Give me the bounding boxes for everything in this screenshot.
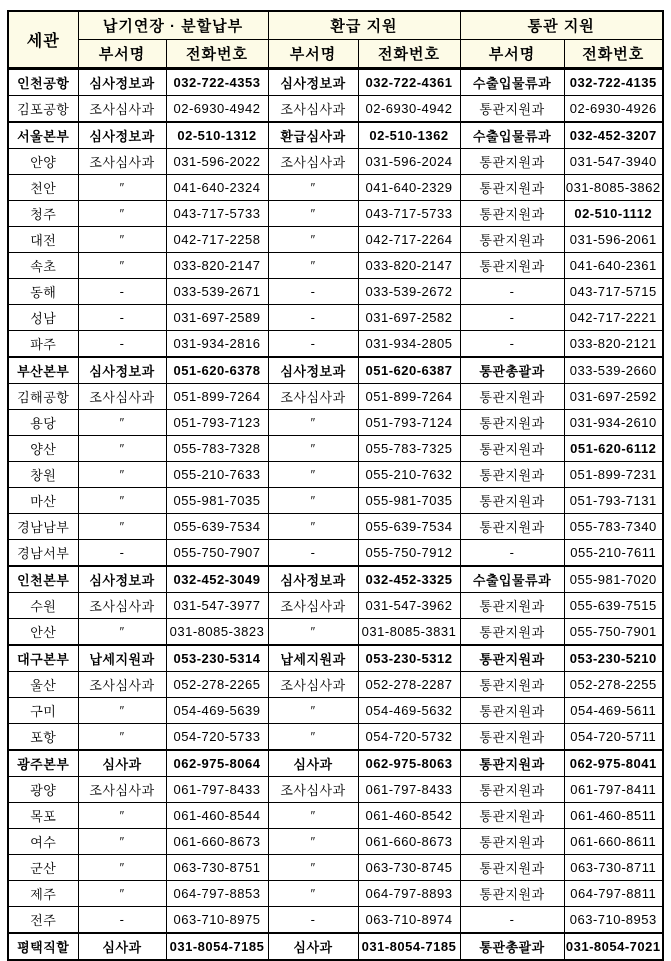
dept-cell: - — [78, 279, 166, 305]
phone-cell: 054-469-5611 — [564, 698, 663, 724]
dept-cell: 심사정보과 — [268, 69, 358, 96]
phone-cell: 055-210-7611 — [564, 540, 663, 567]
office-cell: 대구본부 — [8, 645, 78, 672]
office-cell: 목포 — [8, 803, 78, 829]
phone-cell: 054-469-5639 — [166, 698, 268, 724]
table-row — [8, 436, 663, 462]
dept-cell: 조사심사과 — [78, 777, 166, 803]
phone-cell: 061-460-8511 — [564, 803, 663, 829]
phone-cell: 055-783-7328 — [166, 436, 268, 462]
dept-cell: 통관지원과 — [460, 750, 564, 777]
phone-cell: 031-8085-3862 — [564, 175, 663, 201]
phone-cell: 051-899-7264 — [166, 384, 268, 410]
table-row — [8, 724, 663, 751]
table-row — [8, 566, 663, 593]
phone-cell: 061-797-8411 — [564, 777, 663, 803]
phone-cell: 052-278-2287 — [358, 672, 460, 698]
dept-cell: - — [460, 305, 564, 331]
phone-cell: 055-783-7340 — [564, 514, 663, 540]
phone-cell: 062-975-8063 — [358, 750, 460, 777]
office-cell: 안산 — [8, 619, 78, 646]
office-cell: 평택직할 — [8, 933, 78, 960]
office-cell: 군산 — [8, 855, 78, 881]
phone-cell: 031-934-2805 — [358, 331, 460, 358]
dept-cell: ″ — [78, 410, 166, 436]
office-cell: 부산본부 — [8, 357, 78, 384]
phone-cell: 02-510-1312 — [166, 122, 268, 149]
dept-cell: 조사심사과 — [268, 149, 358, 175]
subheader-phone-3: 전화번호 — [564, 40, 663, 69]
phone-cell: 033-820-2121 — [564, 331, 663, 358]
dept-cell: 통관지원과 — [460, 149, 564, 175]
phone-cell: 031-8054-7021 — [564, 933, 663, 960]
phone-cell: 043-717-5715 — [564, 279, 663, 305]
dept-cell: ″ — [78, 881, 166, 907]
office-cell: 광주본부 — [8, 750, 78, 777]
phone-cell: 032-452-3325 — [358, 566, 460, 593]
dept-cell: 심사정보과 — [78, 122, 166, 149]
phone-cell: 02-510-1112 — [564, 201, 663, 227]
dept-cell: 통관총괄과 — [460, 357, 564, 384]
phone-cell: 02-6930-4942 — [166, 96, 268, 123]
phone-cell: 054-469-5632 — [358, 698, 460, 724]
dept-cell: 통관지원과 — [460, 410, 564, 436]
table-row — [8, 672, 663, 698]
table-row — [8, 907, 663, 934]
dept-cell: ″ — [268, 829, 358, 855]
dept-cell: ″ — [268, 253, 358, 279]
phone-cell: 055-639-7515 — [564, 593, 663, 619]
dept-cell: ″ — [268, 201, 358, 227]
dept-cell: 조사심사과 — [268, 96, 358, 123]
office-cell: 안양 — [8, 149, 78, 175]
phone-cell: 052-278-2265 — [166, 672, 268, 698]
dept-cell: 통관지원과 — [460, 201, 564, 227]
dept-cell: ″ — [78, 462, 166, 488]
dept-cell: ″ — [268, 227, 358, 253]
phone-cell: 031-697-2582 — [358, 305, 460, 331]
phone-cell: 031-934-2816 — [166, 331, 268, 358]
dept-cell: 통관지원과 — [460, 436, 564, 462]
office-cell: 인천본부 — [8, 566, 78, 593]
office-cell: 전주 — [8, 907, 78, 934]
phone-cell: 055-210-7632 — [358, 462, 460, 488]
dept-cell: ″ — [268, 462, 358, 488]
dept-cell: 통관지원과 — [460, 855, 564, 881]
table-row — [8, 175, 663, 201]
dept-cell: 통관지원과 — [460, 724, 564, 751]
office-cell: 청주 — [8, 201, 78, 227]
phone-cell: 032-452-3207 — [564, 122, 663, 149]
phone-cell: 055-210-7633 — [166, 462, 268, 488]
phone-cell: 041-640-2324 — [166, 175, 268, 201]
office-cell: 구미 — [8, 698, 78, 724]
table-row — [8, 777, 663, 803]
table-row — [8, 69, 663, 96]
phone-cell: 051-793-7131 — [564, 488, 663, 514]
table-row — [8, 122, 663, 149]
sub-header-row — [8, 40, 663, 69]
phone-cell: 063-710-8975 — [166, 907, 268, 934]
dept-cell: ″ — [78, 227, 166, 253]
phone-cell: 064-797-8811 — [564, 881, 663, 907]
phone-cell: 054-720-5711 — [564, 724, 663, 751]
corner-header-cell: 세관 — [8, 11, 78, 69]
phone-cell: 031-596-2022 — [166, 149, 268, 175]
dept-cell: 심사정보과 — [78, 566, 166, 593]
office-cell: 울산 — [8, 672, 78, 698]
phone-cell: 043-717-5733 — [166, 201, 268, 227]
phone-cell: 031-596-2061 — [564, 227, 663, 253]
dept-cell: - — [78, 331, 166, 358]
dept-cell: 조사심사과 — [268, 593, 358, 619]
dept-cell: ″ — [78, 201, 166, 227]
group-header-payment-extension: 납기연장 · 분할납부 — [78, 11, 268, 40]
phone-cell: 062-975-8064 — [166, 750, 268, 777]
phone-cell: 042-717-2221 — [564, 305, 663, 331]
dept-cell: ″ — [78, 514, 166, 540]
dept-cell: ″ — [268, 175, 358, 201]
dept-cell: 심사정보과 — [78, 357, 166, 384]
dept-cell: ″ — [268, 410, 358, 436]
page — [0, 10, 671, 955]
table-row — [8, 855, 663, 881]
phone-cell: 031-8085-3823 — [166, 619, 268, 646]
table-row — [8, 149, 663, 175]
phone-cell: 033-820-2147 — [166, 253, 268, 279]
phone-cell: 061-460-8544 — [166, 803, 268, 829]
dept-cell: ″ — [78, 175, 166, 201]
phone-cell: 031-547-3940 — [564, 149, 663, 175]
phone-cell: 053-230-5210 — [564, 645, 663, 672]
table-row — [8, 488, 663, 514]
phone-cell: 031-8085-3831 — [358, 619, 460, 646]
dept-cell: ″ — [268, 881, 358, 907]
phone-cell: 055-783-7325 — [358, 436, 460, 462]
dept-cell: 수출입물류과 — [460, 566, 564, 593]
subheader-dept-1: 부서명 — [78, 40, 166, 69]
phone-cell: 055-639-7534 — [166, 514, 268, 540]
phone-cell: 051-620-6112 — [564, 436, 663, 462]
phone-cell: 064-797-8893 — [358, 881, 460, 907]
dept-cell: 환급심사과 — [268, 122, 358, 149]
table-row — [8, 331, 663, 358]
office-cell: 창원 — [8, 462, 78, 488]
phone-cell: 031-8054-7185 — [358, 933, 460, 960]
phone-cell: 053-230-5312 — [358, 645, 460, 672]
phone-cell: 061-797-8433 — [358, 777, 460, 803]
phone-cell: 051-793-7124 — [358, 410, 460, 436]
phone-cell: 042-717-2264 — [358, 227, 460, 253]
dept-cell: ″ — [78, 829, 166, 855]
phone-cell: 042-717-2258 — [166, 227, 268, 253]
phone-cell: 051-620-6387 — [358, 357, 460, 384]
office-cell: 김해공항 — [8, 384, 78, 410]
table-row — [8, 201, 663, 227]
phone-cell: 051-899-7231 — [564, 462, 663, 488]
dept-cell: - — [268, 331, 358, 358]
phone-cell: 055-981-7020 — [564, 566, 663, 593]
phone-cell: 061-460-8542 — [358, 803, 460, 829]
phone-cell: 041-640-2361 — [564, 253, 663, 279]
dept-cell: 심사과 — [78, 933, 166, 960]
phone-cell: 02-6930-4942 — [358, 96, 460, 123]
phone-cell: 032-722-4361 — [358, 69, 460, 96]
table-row — [8, 462, 663, 488]
phone-cell: 061-660-8611 — [564, 829, 663, 855]
table-row — [8, 279, 663, 305]
table-row — [8, 750, 663, 777]
dept-cell: 통관지원과 — [460, 384, 564, 410]
phone-cell: 033-539-2660 — [564, 357, 663, 384]
phone-cell: 055-639-7534 — [358, 514, 460, 540]
office-cell: 경남서부 — [8, 540, 78, 567]
dept-cell: 수출입물류과 — [460, 69, 564, 96]
office-cell: 대전 — [8, 227, 78, 253]
table-row — [8, 227, 663, 253]
dept-cell: 통관지원과 — [460, 698, 564, 724]
office-cell: 제주 — [8, 881, 78, 907]
phone-cell: 031-697-2589 — [166, 305, 268, 331]
dept-cell: ″ — [268, 698, 358, 724]
dept-cell: 통관지원과 — [460, 619, 564, 646]
dept-cell: 조사심사과 — [268, 384, 358, 410]
dept-cell: 통관지원과 — [460, 514, 564, 540]
dept-cell: 통관지원과 — [460, 881, 564, 907]
phone-cell: 054-720-5732 — [358, 724, 460, 751]
phone-cell: 052-278-2255 — [564, 672, 663, 698]
dept-cell: 조사심사과 — [78, 384, 166, 410]
subheader-phone-2: 전화번호 — [358, 40, 460, 69]
dept-cell: 납세지원과 — [78, 645, 166, 672]
phone-cell: 031-547-3962 — [358, 593, 460, 619]
phone-cell: 033-539-2672 — [358, 279, 460, 305]
office-cell: 광양 — [8, 777, 78, 803]
phone-cell: 062-975-8041 — [564, 750, 663, 777]
office-cell: 파주 — [8, 331, 78, 358]
office-cell: 성남 — [8, 305, 78, 331]
dept-cell: 조사심사과 — [78, 96, 166, 123]
dept-cell: 심사정보과 — [268, 357, 358, 384]
dept-cell: 통관총괄과 — [460, 933, 564, 960]
office-cell: 인천공항 — [8, 69, 78, 96]
office-cell: 여수 — [8, 829, 78, 855]
dept-cell: 통관지원과 — [460, 227, 564, 253]
phone-cell: 033-539-2671 — [166, 279, 268, 305]
table-row — [8, 645, 663, 672]
phone-cell: 031-596-2024 — [358, 149, 460, 175]
dept-cell: 통관지원과 — [460, 175, 564, 201]
office-cell: 마산 — [8, 488, 78, 514]
subheader-dept-2: 부서명 — [268, 40, 358, 69]
phone-cell: 055-981-7035 — [358, 488, 460, 514]
dept-cell: 심사과 — [268, 750, 358, 777]
office-cell: 천안 — [8, 175, 78, 201]
dept-cell: - — [460, 331, 564, 358]
table-row — [8, 357, 663, 384]
table-row — [8, 96, 663, 123]
phone-cell: 055-750-7912 — [358, 540, 460, 567]
dept-cell: ″ — [78, 619, 166, 646]
dept-cell: 통관지원과 — [460, 96, 564, 123]
phone-cell: 063-710-8953 — [564, 907, 663, 934]
dept-cell: ″ — [268, 855, 358, 881]
dept-cell: 통관지원과 — [460, 829, 564, 855]
dept-cell: 조사심사과 — [78, 149, 166, 175]
table-row — [8, 305, 663, 331]
table-row — [8, 593, 663, 619]
office-cell: 경남남부 — [8, 514, 78, 540]
dept-cell: - — [268, 305, 358, 331]
phone-cell: 051-793-7123 — [166, 410, 268, 436]
dept-cell: - — [268, 279, 358, 305]
dept-cell: 조사심사과 — [268, 672, 358, 698]
group-header-refund-support: 환급 지원 — [268, 11, 460, 40]
dept-cell: 심사정보과 — [268, 566, 358, 593]
dept-cell: 통관지원과 — [460, 777, 564, 803]
dept-cell: ″ — [78, 803, 166, 829]
dept-cell: 통관지원과 — [460, 645, 564, 672]
phone-cell: 043-717-5733 — [358, 201, 460, 227]
dept-cell: ″ — [78, 253, 166, 279]
dept-cell: ″ — [78, 488, 166, 514]
table-row — [8, 881, 663, 907]
phone-cell: 02-510-1362 — [358, 122, 460, 149]
dept-cell: 수출입물류과 — [460, 122, 564, 149]
office-cell: 양산 — [8, 436, 78, 462]
phone-cell: 032-722-4135 — [564, 69, 663, 96]
group-header-clearance-support: 통관 지원 — [460, 11, 663, 40]
office-cell: 서울본부 — [8, 122, 78, 149]
table-header — [8, 11, 663, 69]
dept-cell: 심사과 — [78, 750, 166, 777]
dept-cell: - — [268, 540, 358, 567]
table-row — [8, 933, 663, 960]
office-cell: 속초 — [8, 253, 78, 279]
phone-cell: 051-899-7264 — [358, 384, 460, 410]
dept-cell: ″ — [78, 698, 166, 724]
dept-cell: ″ — [78, 855, 166, 881]
table-row — [8, 829, 663, 855]
dept-cell: - — [78, 540, 166, 567]
subheader-phone-1: 전화번호 — [166, 40, 268, 69]
phone-cell: 031-547-3977 — [166, 593, 268, 619]
phone-cell: 063-710-8974 — [358, 907, 460, 934]
phone-cell: 041-640-2329 — [358, 175, 460, 201]
office-cell: 포항 — [8, 724, 78, 751]
phone-cell: 061-660-8673 — [166, 829, 268, 855]
dept-cell: 조사심사과 — [78, 672, 166, 698]
office-cell: 김포공항 — [8, 96, 78, 123]
dept-cell: ″ — [78, 724, 166, 751]
dept-cell: 통관지원과 — [460, 672, 564, 698]
phone-cell: 032-722-4353 — [166, 69, 268, 96]
phone-cell: 063-730-8711 — [564, 855, 663, 881]
dept-cell: ″ — [78, 436, 166, 462]
dept-cell: ″ — [268, 619, 358, 646]
table-row — [8, 803, 663, 829]
phone-cell: 055-750-7907 — [166, 540, 268, 567]
dept-cell: 심사정보과 — [78, 69, 166, 96]
phone-cell: 032-452-3049 — [166, 566, 268, 593]
phone-cell: 031-934-2610 — [564, 410, 663, 436]
phone-cell: 055-981-7035 — [166, 488, 268, 514]
phone-cell: 031-697-2592 — [564, 384, 663, 410]
table-row — [8, 384, 663, 410]
dept-cell: - — [460, 279, 564, 305]
phone-cell: 033-820-2147 — [358, 253, 460, 279]
customs-phone-table — [7, 10, 664, 961]
dept-cell: ″ — [268, 488, 358, 514]
dept-cell: 조사심사과 — [268, 777, 358, 803]
table-row — [8, 540, 663, 567]
dept-cell: - — [460, 907, 564, 934]
dept-cell: 통관지원과 — [460, 803, 564, 829]
phone-cell: 055-750-7901 — [564, 619, 663, 646]
office-cell: 용당 — [8, 410, 78, 436]
phone-cell: 02-6930-4926 — [564, 96, 663, 123]
dept-cell: - — [78, 907, 166, 934]
group-header-row — [8, 11, 663, 40]
phone-cell: 063-730-8751 — [166, 855, 268, 881]
table-row — [8, 619, 663, 646]
dept-cell: ″ — [268, 436, 358, 462]
phone-cell: 053-230-5314 — [166, 645, 268, 672]
office-cell: 수원 — [8, 593, 78, 619]
phone-cell: 063-730-8745 — [358, 855, 460, 881]
phone-cell: 051-620-6378 — [166, 357, 268, 384]
dept-cell: 통관지원과 — [460, 462, 564, 488]
dept-cell: 조사심사과 — [78, 593, 166, 619]
dept-cell: - — [460, 540, 564, 567]
table-row — [8, 410, 663, 436]
phone-cell: 054-720-5733 — [166, 724, 268, 751]
dept-cell: 심사과 — [268, 933, 358, 960]
phone-cell: 061-797-8433 — [166, 777, 268, 803]
subheader-dept-3: 부서명 — [460, 40, 564, 69]
dept-cell: ″ — [268, 514, 358, 540]
table-row — [8, 698, 663, 724]
dept-cell: ″ — [268, 724, 358, 751]
dept-cell: 통관지원과 — [460, 593, 564, 619]
phone-cell: 061-660-8673 — [358, 829, 460, 855]
dept-cell: - — [78, 305, 166, 331]
dept-cell: - — [268, 907, 358, 934]
table-row — [8, 514, 663, 540]
phone-cell: 031-8054-7185 — [166, 933, 268, 960]
table-row — [8, 253, 663, 279]
phone-cell: 064-797-8853 — [166, 881, 268, 907]
office-cell: 동해 — [8, 279, 78, 305]
dept-cell: 통관지원과 — [460, 488, 564, 514]
dept-cell: 통관지원과 — [460, 253, 564, 279]
dept-cell: 납세지원과 — [268, 645, 358, 672]
dept-cell: ″ — [268, 803, 358, 829]
table-body — [8, 69, 663, 961]
